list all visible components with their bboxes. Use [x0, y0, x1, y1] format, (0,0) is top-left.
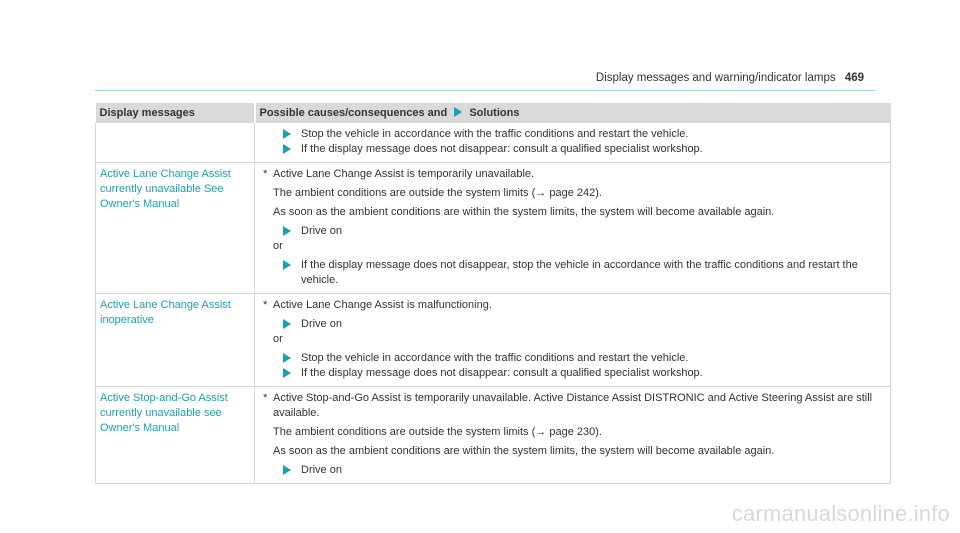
message-cell: Active Lane Change Assist currently unavailable See Owner's Manual	[96, 163, 255, 294]
table-row	[96, 163, 891, 294]
action-text: If the display message does not disappear, stop the vehicle in accordance with the traffic conditions and restart the vehicle.	[301, 259, 858, 286]
display-messages-table	[95, 103, 891, 484]
note-text: Active Lane Change Assist is malfunctioning.	[273, 299, 492, 311]
action-step	[259, 142, 886, 157]
note-text: Active Stop-and-Go Assist is temporarily unavailable. Active Distance Assist DISTRONIC and Active Steering Assist are still available.	[273, 392, 873, 419]
solution-cell	[255, 294, 891, 387]
col-header-suffix: Solutions	[469, 106, 520, 119]
solution-cell	[255, 387, 891, 484]
action-arrow-icon	[283, 319, 291, 329]
action-arrow-icon	[283, 129, 291, 139]
action-step	[259, 366, 886, 381]
cause-text: As soon as the ambient conditions are within the system limits, the system will become available again.	[273, 206, 775, 218]
action-arrow-icon	[283, 353, 291, 363]
action-arrow-icon	[283, 465, 291, 475]
action-text: Drive on	[301, 318, 342, 330]
cause-text: The ambient conditions are outside the system limits (→ page 242).	[273, 187, 602, 199]
or-separator: or	[273, 240, 283, 252]
action-arrow-icon	[283, 260, 291, 270]
col-header-prefix: Possible causes/consequences and	[259, 106, 448, 119]
action-text: If the display message does not disappear: consult a qualified specialist workshop.	[301, 367, 703, 379]
table-row	[96, 387, 891, 484]
action-text: Stop the vehicle in accordance with the traffic conditions and restart the vehicle.	[301, 128, 689, 140]
action-step	[259, 224, 886, 239]
cause-note	[259, 391, 886, 421]
table-row	[96, 123, 891, 163]
cause-note	[259, 167, 886, 182]
col-header-causes-solutions	[255, 103, 891, 123]
action-step	[259, 258, 886, 288]
page-number: 469	[844, 72, 864, 84]
col-header-display-messages: Display messages	[96, 103, 255, 123]
running-header	[596, 72, 864, 84]
header-divider	[95, 90, 875, 91]
section-title: Display messages and warning/indicator lamps	[595, 72, 836, 84]
action-text: If the display message does not disappear: consult a qualified specialist workshop.	[301, 143, 703, 155]
asterisk-icon: *	[263, 299, 268, 311]
asterisk-icon: *	[263, 392, 268, 404]
action-text: Drive on	[301, 464, 342, 476]
action-arrow-icon	[283, 368, 291, 378]
action-step	[259, 351, 886, 366]
note-text: Active Lane Change Assist is temporarily unavailable.	[273, 168, 535, 180]
table-row	[96, 294, 891, 387]
action-step	[259, 127, 886, 142]
table-header-row	[96, 103, 891, 123]
or-separator: or	[273, 333, 283, 345]
cause-text: As soon as the ambient conditions are within the system limits, the system will become available again.	[273, 445, 775, 457]
solution-cell	[255, 163, 891, 294]
solution-cell	[255, 123, 891, 163]
action-text: Drive on	[301, 225, 342, 237]
action-step	[259, 317, 886, 332]
solution-arrow-icon	[454, 107, 462, 117]
cause-note	[259, 298, 886, 313]
action-arrow-icon	[283, 144, 291, 154]
watermark: carmanualsonline.info	[731, 501, 950, 526]
cause-text: The ambient conditions are outside the system limits (→ page 230).	[273, 426, 602, 438]
asterisk-icon: *	[263, 168, 268, 180]
message-cell: Active Stop-and-Go Assist currently unavailable see Owner's Manual	[96, 387, 255, 484]
message-cell	[96, 123, 255, 163]
message-cell: Active Lane Change Assist inoperative	[96, 294, 255, 387]
action-step	[259, 463, 886, 478]
action-text: Stop the vehicle in accordance with the traffic conditions and restart the vehicle.	[301, 352, 689, 364]
action-arrow-icon	[283, 226, 291, 236]
